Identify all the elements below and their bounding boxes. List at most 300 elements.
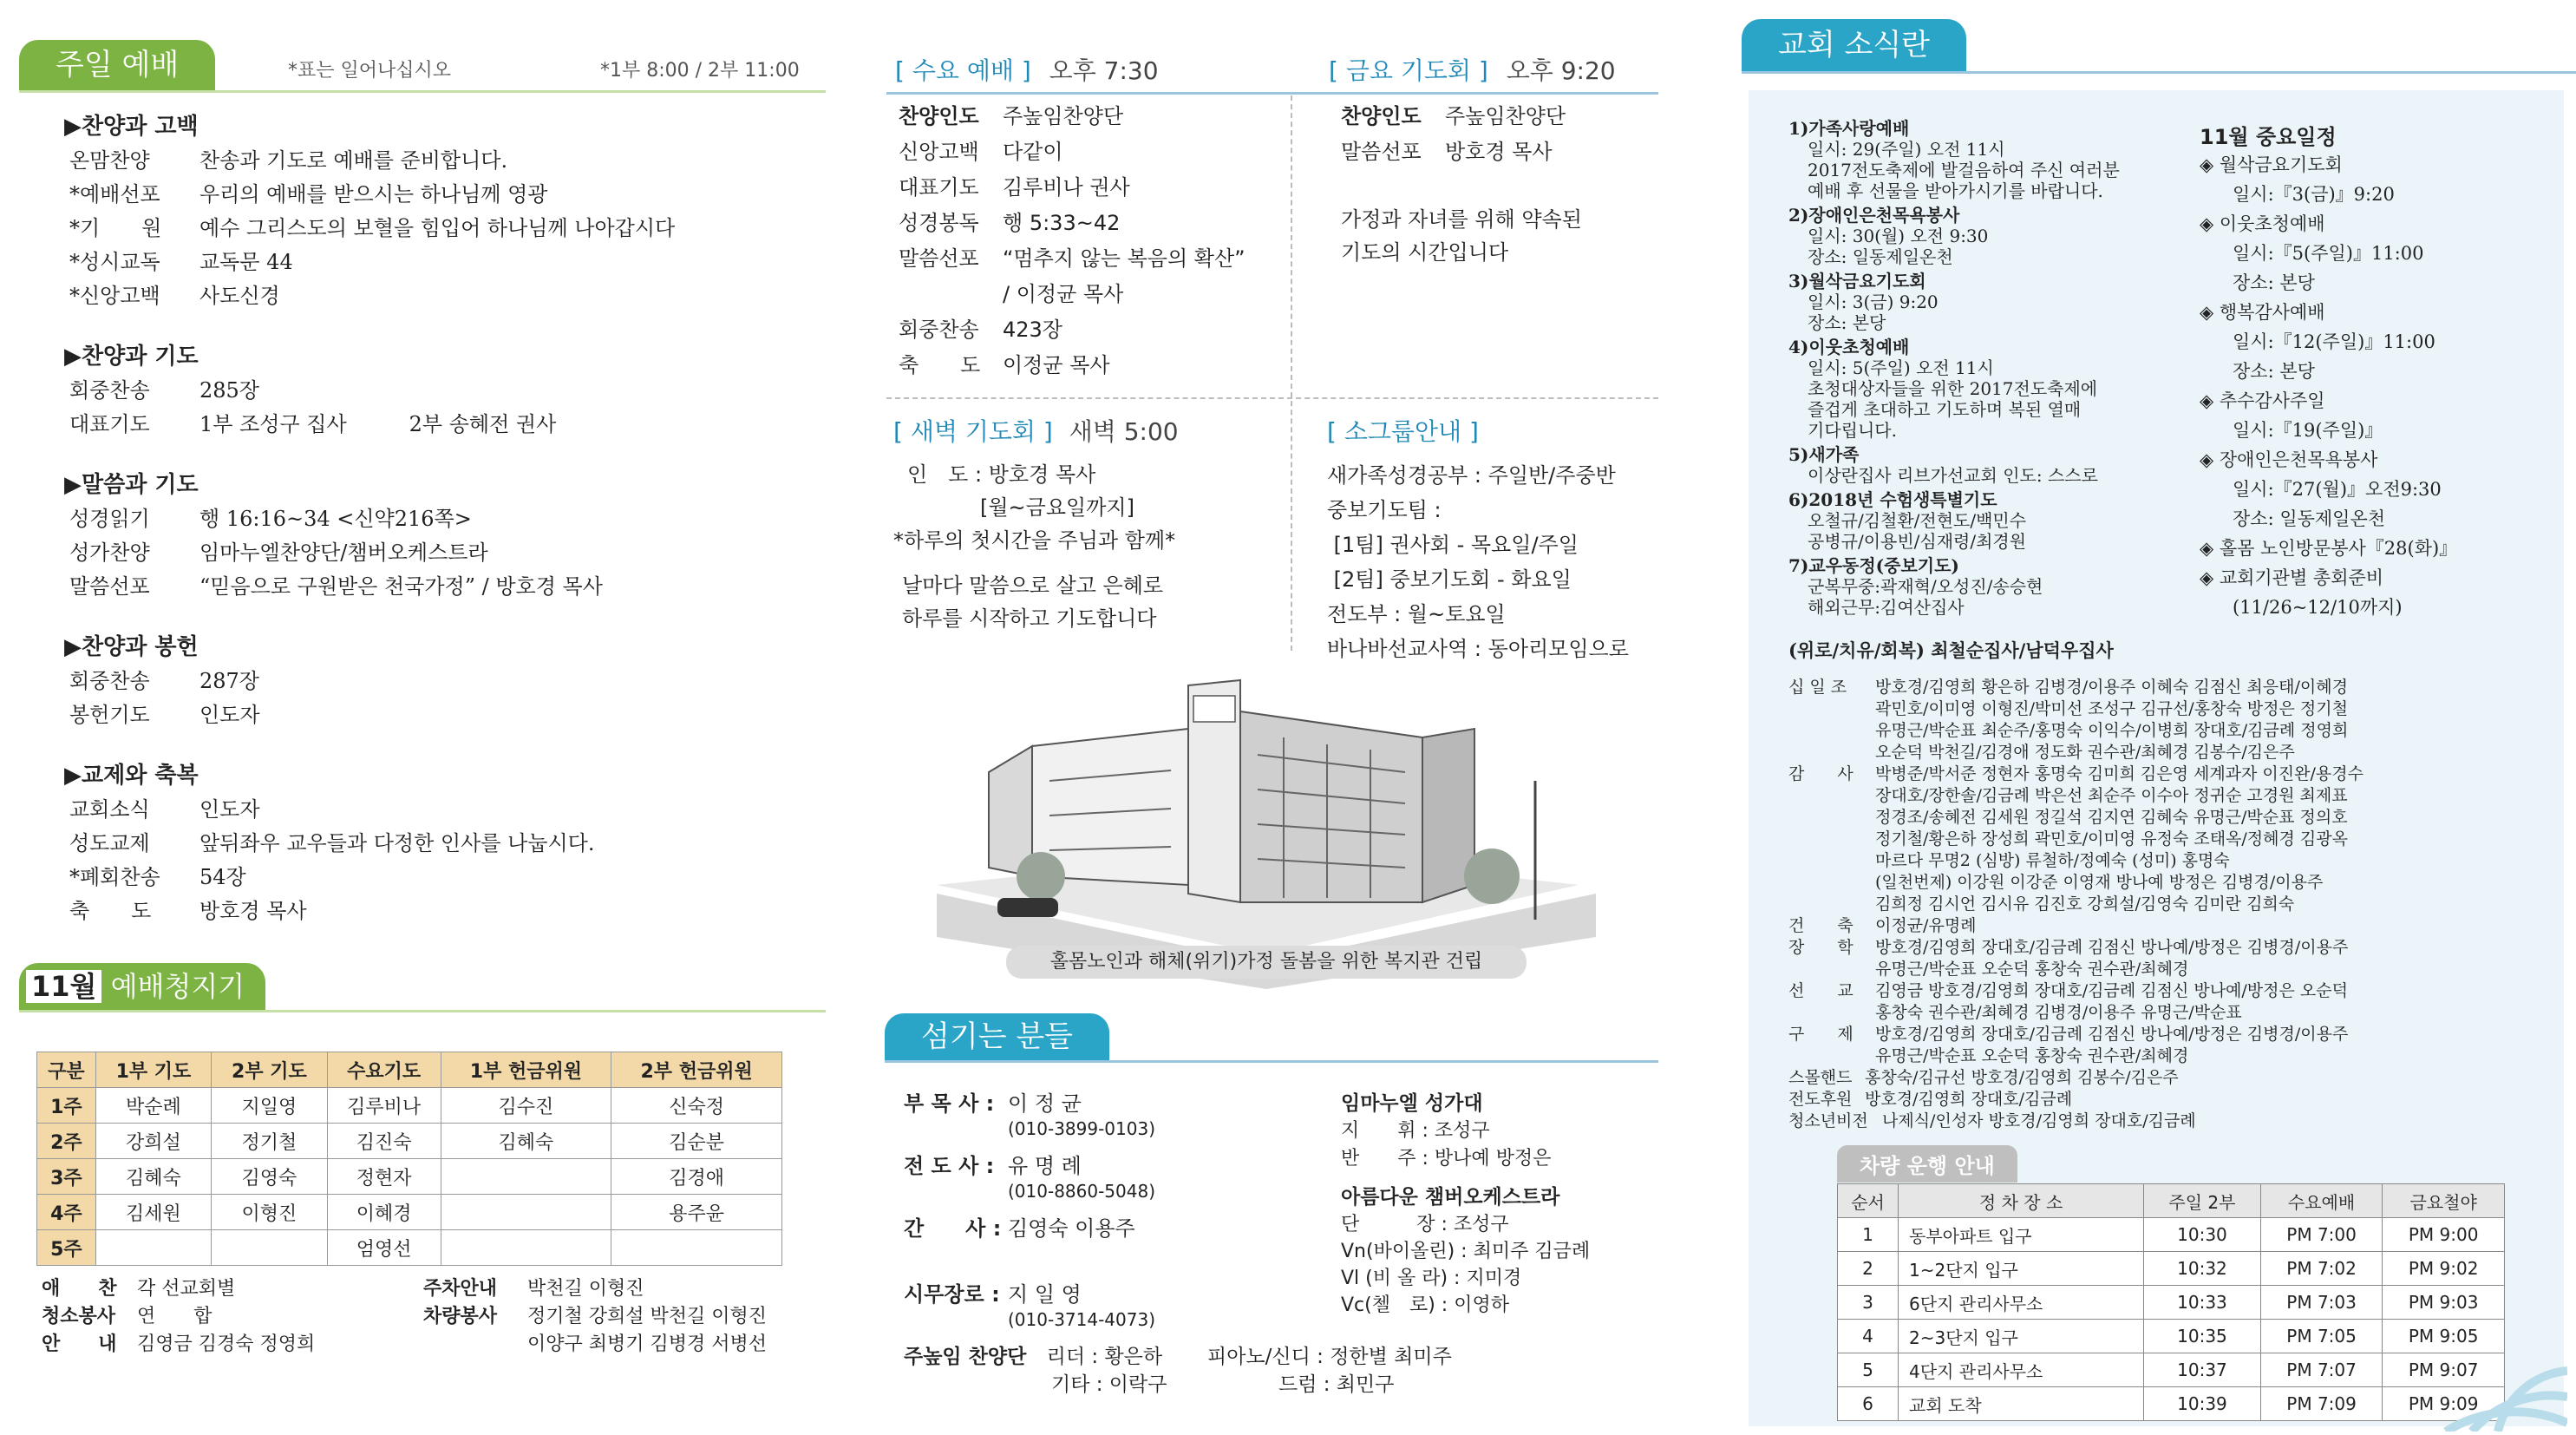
order-value: 1부 조성구 집사 2부 송혜전 권사: [199, 412, 557, 436]
bus-cell: 6단지 관리사무소: [1899, 1286, 2144, 1320]
praise-drum: 드럼 : 최민구: [1278, 1373, 1395, 1396]
order-row: [69, 698, 815, 732]
order-row: [69, 212, 815, 246]
order-label: 신앙고백: [899, 140, 979, 164]
dawn-leader: 인 도 : 방호경 목사: [907, 462, 1096, 487]
service-times: *1부 8:00 / 2부 11:00: [600, 60, 800, 82]
order-label: 회중찬송: [899, 318, 979, 342]
dawn-text-1: 날마다 말씀으로 살고 은혜로: [902, 573, 1164, 598]
order-value: 주높임찬양단: [1445, 104, 1566, 128]
small-group-line: 바나바선교사역 : 동아리모임으로: [1327, 637, 1629, 661]
plan-cell: 김진숙: [327, 1124, 441, 1159]
praise-guitar: 기타 : 이락구: [1051, 1373, 1167, 1396]
plan-footer-row: [42, 1329, 315, 1356]
plan-header-cell: 수요기도: [327, 1052, 441, 1088]
order-row: [69, 665, 815, 698]
staff-line: [904, 1090, 1311, 1117]
staff-name: 지 일 영: [1008, 1282, 1082, 1307]
order-value: 423장: [1003, 318, 1062, 342]
bus-cell: PM 9:02: [2383, 1252, 2505, 1286]
section-title: ▶말씀과 기도: [64, 472, 199, 498]
offering-line: 장대호/장한솔/김금례 박은선 최순주 이수아 정귀순 고경원 최제표: [1875, 786, 2348, 805]
offering-label: 건 축: [1788, 916, 1854, 935]
order-label: 말씀선포: [69, 574, 150, 599]
order-value: “믿음으로 구원받은 천국가정” / 방호경 목사: [199, 574, 603, 599]
plan-header-cell: 2부 헌금위원: [611, 1052, 782, 1088]
news-item-title: 3)월삭금요기도회: [1788, 271, 1926, 292]
bus-header-cell: 순서: [1838, 1184, 1899, 1218]
bus-cell: PM 9:05: [2383, 1320, 2505, 1353]
building-caption: 홀몸노인과 해체(위기)가정 돌봄을 위한 복지관 건립: [1006, 946, 1527, 979]
plan-cell: 김혜숙: [441, 1124, 611, 1159]
order-row: [69, 246, 815, 279]
order-value: 행 16:16~34 <신약216쪽>: [199, 507, 472, 531]
order-label: 대표기도: [69, 412, 150, 436]
orchestra-line: Vc(첼 로) : 이영하: [1341, 1294, 1509, 1316]
wed-order: [899, 99, 1298, 383]
offering-group: [1788, 1024, 2560, 1067]
order-value: 교독문 44: [199, 250, 293, 274]
offering-names: [1788, 915, 2560, 937]
order-value: 예수 그리스도의 보혈을 힘입어 하나님께 나아갑시다: [199, 216, 676, 240]
offering-line: 홍창숙 권수관/최혜경 김병경/이용주 유명근/박순표: [1875, 1003, 2242, 1022]
offering-line: 방호경/김영희 장대호/김금례: [1865, 1090, 2073, 1109]
order-row: [69, 536, 815, 570]
plan-cell: 김경애: [611, 1159, 782, 1195]
orchestra-line: Vn(바이올린) : 최미주 김금례: [1341, 1241, 1591, 1262]
schedule-item: ◈ 장애인은천목욕봉사: [2200, 449, 2378, 470]
plan-table: [36, 1052, 782, 1266]
order-row: [899, 312, 1298, 348]
order-row: [69, 279, 815, 313]
order-label: 봉헌기도: [69, 703, 150, 727]
plan-footer-label: 청소봉사: [42, 1306, 116, 1327]
bus-cell: 4단지 관리사무소: [1899, 1353, 2144, 1387]
order-label: *기 원: [69, 216, 162, 240]
bus-cell: 1~2단지 입구: [1899, 1252, 2144, 1286]
order-label: 대표기도: [899, 175, 979, 200]
plan-cell: 3주: [37, 1159, 96, 1195]
bus-cell: 10:30: [2144, 1218, 2261, 1252]
order-label: *폐회찬송: [69, 865, 160, 889]
bus-table: [1837, 1183, 2505, 1421]
plan-header: [19, 963, 826, 1012]
news-header: [1742, 19, 2576, 74]
offering-line: 유명근/박순표 최순주/홍명숙 이익수/이병희 장대호/김금례 정영희: [1875, 721, 2349, 740]
order-label: 성경봉독: [899, 211, 979, 235]
plan-footer-value: 김영금 김경숙 정영희: [137, 1333, 316, 1355]
schedule-item: ◈ 추수감사주일: [2200, 390, 2325, 411]
bus-cell: 10:37: [2144, 1353, 2261, 1387]
order-value: 54장: [199, 865, 246, 889]
offering-label: 장 학: [1788, 938, 1854, 957]
bus-cell: PM 7:07: [2260, 1353, 2383, 1387]
order-label: 성도교제: [69, 831, 150, 855]
order-label: 성가찬양: [69, 541, 150, 565]
staff-line: [904, 1281, 1311, 1308]
offering-line: (일천번제) 이강원 이강준 이영재 방나예 방정은 김병경/이용주: [1875, 873, 2324, 892]
schedule-detail: 일시:『19(주일)』: [2233, 420, 2383, 441]
offering-line: 홍창숙/김규선 방호경/김영희 김봉수/김은주: [1865, 1068, 2179, 1087]
tab-sunday-worship: 주일 예배: [19, 40, 215, 90]
table-row: [37, 1159, 782, 1195]
plan-month: 11월: [26, 970, 101, 1003]
bus-cell: 10:32: [2144, 1252, 2261, 1286]
staff-name: 유 명 례: [1008, 1154, 1082, 1178]
order-value: 행 5:33~42: [1003, 211, 1121, 235]
offering-list: [1788, 677, 2560, 1132]
plan-cell: 김수진: [441, 1088, 611, 1124]
plan-cell: 용주윤: [611, 1195, 782, 1230]
bus-cell: PM 7:02: [2260, 1252, 2383, 1286]
order-label: 교회소식: [69, 797, 150, 822]
offering-group: [1788, 1111, 2560, 1132]
praise-label: 주높임 찬양단: [904, 1346, 1027, 1368]
bus-cell: 1: [1838, 1218, 1899, 1252]
plan-cell: 이형진: [212, 1195, 327, 1230]
news-item-line: 오철규/김철환/전현도/백민수: [1808, 510, 2027, 531]
table-row: [37, 1124, 782, 1159]
plan-footer-row: [42, 1274, 235, 1301]
schedule-detail: 장소: 본당: [2233, 272, 2315, 293]
dawn-motto: *하루의 첫시간을 주님과 함께*: [893, 528, 1176, 553]
bus-cell: 6: [1838, 1387, 1899, 1421]
order-label: *예배선포: [69, 182, 160, 206]
offering-line: 방호경/김영희 장대호/김금례 김점신 방나예/방정은 김병경/이용주: [1875, 938, 2349, 957]
order-value: 우리의 예배를 받으시는 하나님께 영광: [199, 182, 548, 206]
fri-text-1: 가정과 자녀를 위해 약속된: [1341, 207, 1582, 232]
order-row: [1341, 99, 1670, 134]
offering-names: [1788, 980, 2560, 1024]
dawn-text-2: 하루를 시작하고 기도합니다: [902, 606, 1157, 631]
news-item-line: 일시: 30(월) 오전 9:30: [1808, 226, 1989, 246]
staff-phone: (010-8860-5048): [1008, 1181, 1156, 1202]
plan-cell: 이혜경: [327, 1195, 441, 1230]
news-item-line: 예배 후 선물을 받아가시기를 바랍니다.: [1808, 180, 2103, 201]
staff-line: [904, 1152, 1311, 1180]
plan-cell: 김루비나: [327, 1088, 441, 1124]
order-value: 방호경 목사: [1445, 140, 1553, 164]
staff-entry: [904, 1090, 1311, 1140]
order-value: 사도신경: [199, 284, 280, 308]
order-value: 인도자: [199, 797, 260, 822]
offering-group: [1788, 763, 2560, 915]
offering-label: 전도후원: [1788, 1090, 1853, 1109]
small-group-line: [2팀] 중보기도회 - 화요일: [1327, 567, 1572, 592]
order-label: 말씀선포: [1341, 140, 1422, 164]
staff-entry: [904, 1215, 1311, 1242]
plan-footer-label: 주차안내: [423, 1278, 498, 1300]
plan-title: 예배청지기: [110, 970, 245, 1003]
plan-cell: 김혜숙: [95, 1159, 211, 1195]
plan-footer-row: [423, 1301, 767, 1328]
bus-header-cell: 정 차 장 소: [1899, 1184, 2144, 1218]
table-row: [37, 1195, 782, 1230]
offering-label: 선 교: [1788, 981, 1854, 1000]
offering-line: 마르다 무명2 (심방) 류철하/정예숙 (성미) 홍명숙: [1875, 851, 2230, 870]
plan-cell: [212, 1230, 327, 1266]
fri-text-2: 기도의 시간입니다: [1341, 240, 1509, 265]
plan-cell: [95, 1230, 211, 1266]
order-label: *신앙고백: [69, 284, 160, 308]
wed-fri-header: [886, 49, 1658, 95]
order-value: 주높임찬양단: [1003, 104, 1124, 128]
offering-line: 유명근/박순표 오순덕 홍창숙 권수관/최혜경: [1875, 960, 2189, 979]
order-row: [899, 241, 1298, 277]
offering-group: [1788, 980, 2560, 1024]
sunday-header: [19, 40, 826, 93]
order-label: 찬양인도: [899, 104, 979, 128]
order-value: 다같이: [1003, 140, 1063, 164]
dawn-time: 새벽 5:00: [1069, 417, 1179, 446]
plan-cell: 5주: [37, 1230, 96, 1266]
order-row: [69, 144, 815, 178]
bus-cell: PM 7:05: [2260, 1320, 2383, 1353]
order-label: 성경읽기: [69, 507, 150, 531]
news-item-title: 4)이웃초청예배: [1788, 337, 1910, 357]
schedule-detail: 장소: 본당: [2233, 361, 2315, 382]
small-group-line: 전도부 : 월~토요일: [1327, 602, 1506, 626]
order-row: [899, 99, 1298, 134]
table-row: [1838, 1286, 2505, 1320]
news-item-line: 이상란집사 리브가선교회 인도: 스스로: [1808, 465, 2098, 486]
news-item-line: 장소: 본당: [1808, 312, 1886, 333]
order-value: / 이정균 목사: [1003, 282, 1124, 306]
offering-names: [1788, 1024, 2560, 1067]
order-row: [899, 134, 1298, 170]
order-row: [899, 348, 1298, 383]
wed-title: [ 수요 예배 ]: [895, 56, 1031, 85]
plan-cell: 4주: [37, 1195, 96, 1230]
offering-line: 유명근/박순표 오순덕 홍창숙 권수관/최혜경: [1875, 1046, 2189, 1065]
bus-header-cell: 주일 2부: [2144, 1184, 2261, 1218]
order-label: 찬양인도: [1341, 104, 1422, 128]
order-value: 김루비나 권사: [1003, 175, 1130, 200]
offering-group: [1788, 677, 2560, 763]
orchestra-title: 아름다운 챔버오케스트라: [1341, 1186, 1560, 1209]
order-value: 찬송과 기도로 예배를 준비합니다.: [199, 148, 508, 173]
offering-group: [1788, 937, 2560, 980]
table-row: [1838, 1320, 2505, 1353]
news-item-title: 1)가족사랑예배: [1788, 118, 1910, 139]
small-group-line: 새가족성경공부 : 주일반/주중반: [1327, 463, 1616, 488]
staff-name: 김영숙 이용주: [1008, 1216, 1135, 1241]
table-row: [37, 1088, 782, 1124]
order-row: [69, 570, 815, 604]
plan-cell: 신숙정: [611, 1088, 782, 1124]
sunday-order: [64, 109, 815, 928]
bus-cell: 3: [1838, 1286, 1899, 1320]
order-label: 말씀선포: [899, 246, 979, 271]
tab-church-news: 교회 소식란: [1742, 19, 1966, 71]
offering-group: [1788, 1067, 2560, 1089]
table-row: [1838, 1252, 2505, 1286]
order-row: [69, 502, 815, 536]
fri-order: [1341, 99, 1670, 269]
news-items: [1788, 118, 2196, 618]
order-row: [69, 793, 815, 827]
plan-footer-label: 차량봉사: [423, 1306, 498, 1327]
stand-note: *표는 일어나십시오: [288, 60, 452, 82]
offering-line: 방호경/김영희 장대호/김금례 김점신 방나예/방정은 김병경/이용주: [1875, 1025, 2349, 1044]
small-groups-title: [ 소그룹안내 ]: [1327, 417, 1479, 446]
plan-cell: 김영숙: [212, 1159, 327, 1195]
plan-cell: 김세원: [95, 1195, 211, 1230]
order-row: [899, 206, 1298, 241]
order-value: 285장: [199, 378, 259, 403]
offering-line: 정경조/송혜전 김세원 정길석 김지연 김혜숙 유명근/박순표 정의호: [1875, 808, 2348, 827]
order-row: [69, 374, 815, 408]
choir-line: 반 주 : 방나예 방정은: [1341, 1148, 1552, 1170]
bus-cell: 2~3단지 입구: [1899, 1320, 2144, 1353]
bus-cell: PM 9:03: [2383, 1286, 2505, 1320]
bus-cell: PM 7:09: [2260, 1387, 2383, 1421]
news-item-line: 공병규/이용빈/심재령/최경원: [1808, 531, 2027, 552]
table-row: [37, 1230, 782, 1266]
order-row: [69, 894, 815, 928]
section-title: ▶찬양과 고백: [64, 114, 199, 140]
small-groups: [1327, 413, 1674, 666]
offering-line: 이정균/유명례: [1875, 916, 1977, 935]
orchestra-line: Vl (비 올 라) : 지미경: [1341, 1268, 1522, 1289]
plan-footer-value: 박천길 이형진: [527, 1278, 644, 1300]
orchestra-line: 단 장 : 조성구: [1341, 1214, 1509, 1235]
plan-header-cell: 구분: [37, 1052, 96, 1088]
bus-header-cell: 금요철야: [2383, 1184, 2505, 1218]
table-row: [1838, 1387, 2505, 1421]
offering-names: [1788, 677, 2560, 763]
news-item-title: 6)2018년 수험생특별기도: [1788, 489, 1997, 510]
offering-line: 김영금 방호경/김영희 장대호/김금례 김점신 방나예/방정은 오순덕: [1875, 981, 2348, 1000]
plan-footer-label: 애 찬: [42, 1278, 117, 1300]
staff-header: [885, 1013, 1658, 1063]
news-item-line: 해외근무:김여산집사: [1808, 597, 1965, 618]
section-title: ▶교제와 축복: [64, 763, 199, 789]
plan-footer-value: 연 합: [137, 1306, 212, 1327]
bus-cell: 10:35: [2144, 1320, 2261, 1353]
plan-cell: 강희설: [95, 1124, 211, 1159]
offering-names: [1788, 763, 2560, 915]
news-item-line: 즐겁게 초대하고 기도하며 복된 열매: [1808, 399, 2082, 420]
praise-team: [904, 1343, 1667, 1399]
bus-cell: PM 7:00: [2260, 1218, 2383, 1252]
order-row: [1341, 134, 1670, 170]
offering-label: 스몰핸드: [1788, 1068, 1853, 1087]
order-value: “멈추지 않는 복음의 확산”: [1003, 246, 1246, 271]
plan-footer: [42, 1274, 805, 1378]
plan-cell: [441, 1230, 611, 1266]
praise-leader: 리더 : 황은하: [1046, 1346, 1163, 1368]
order-value: 앞뒤좌우 교우들과 다정한 인사를 나눕시다.: [199, 831, 595, 855]
plan-footer-row: [42, 1301, 212, 1328]
column-divider: [1291, 95, 1292, 651]
bus-cell: 10:33: [2144, 1286, 2261, 1320]
schedule-item: ◈ 교회기관별 총회준비: [2200, 567, 2384, 588]
offering-line: 오순덕 박천길/김경애 정도화 권수관/최혜경 김봉수/김은주: [1875, 743, 2295, 762]
offering-names: [1788, 1089, 2560, 1111]
offering-group: [1788, 915, 2560, 937]
offering-label: 십 일 조: [1788, 678, 1847, 697]
offering-line: 나제식/인성자 방호경/김영희 장대호/김금례: [1882, 1111, 2196, 1130]
wave-decoration: [2411, 1301, 2567, 1432]
order-label: 축 도: [899, 353, 981, 377]
section-title: ▶찬양과 기도: [64, 344, 199, 370]
choir-line: 지 휘 : 조성구: [1341, 1120, 1490, 1142]
news-item-line: 군복무중:곽재혁/오성진/송승현: [1808, 576, 2043, 597]
staff-role: 전 도 사 :: [904, 1154, 995, 1178]
order-value: 287장: [199, 669, 259, 693]
small-group-line: 중보기도팀 :: [1327, 498, 1442, 522]
bus-cell: 교회 도착: [1899, 1387, 2144, 1421]
offering-names: [1788, 937, 2560, 980]
offering-names: [1788, 1067, 2560, 1089]
plan-cell: [441, 1159, 611, 1195]
schedule-detail: 일시:『12(주일)』11:00: [2233, 331, 2435, 352]
order-value: 인도자: [199, 703, 260, 727]
staff-role: 시무장로 :: [904, 1282, 1000, 1307]
plan-footer-label: 안 내: [42, 1333, 117, 1355]
news-item-line: 장소: 일동제일온천: [1808, 246, 1953, 267]
plan-header-cell: 1부 헌금위원: [441, 1052, 611, 1088]
plan-cell: [611, 1230, 782, 1266]
plan-footer-row: [423, 1329, 767, 1356]
staff-entry: [904, 1152, 1311, 1202]
order-value: 임마누엘찬양단/챔버오케스트라: [199, 541, 488, 565]
tab-staff: 섬기는 분들: [885, 1013, 1109, 1060]
bus-cell: 4: [1838, 1320, 1899, 1353]
staff-line: [904, 1215, 1311, 1242]
staff-name: 이 정 균: [1008, 1091, 1082, 1116]
order-label: 회중찬송: [69, 669, 150, 693]
bus-title: 차량 운행 안내: [1837, 1145, 2017, 1183]
plan-cell: 2주: [37, 1124, 96, 1159]
offering-line: 방호경/김영희 황은하 김병경/이용주 이혜숙 김점신 최응태/이혜경: [1875, 678, 2348, 697]
offering-label: 청소년비전: [1788, 1111, 1868, 1130]
schedule: [2200, 120, 2555, 622]
plan-footer-value: 각 선교회별: [137, 1278, 236, 1300]
praise-piano: 피아노/신디 : 정한별 최미주: [1207, 1346, 1452, 1368]
bus-cell: 2: [1838, 1252, 1899, 1286]
plan-cell: 1주: [37, 1088, 96, 1124]
order-row: [899, 277, 1298, 312]
order-label: *성시교독: [69, 250, 160, 274]
staff-role: 부 목 사 :: [904, 1091, 995, 1116]
offering-line: 정기철/황은하 장성희 곽민호/이미영 유정숙 조태옥/정혜경 김광옥: [1875, 829, 2348, 849]
bus-header-cell: 수요예배: [2260, 1184, 2383, 1218]
news-item-line: 일시: 29(주일) 오전 11시: [1808, 139, 2005, 160]
news-condolence: (위로/치유/회복) 최철순집사/남덕우집사: [1788, 639, 2114, 661]
order-row: [69, 827, 815, 861]
staff-role: 간 사 :: [904, 1216, 1002, 1241]
row-divider: [886, 397, 1658, 399]
plan-footer-value: 이양구 최병기 김병경 서병선: [527, 1333, 768, 1355]
choir-title: 임마누엘 성가대: [1341, 1092, 1483, 1115]
fri-time: 오후 9:20: [1506, 56, 1616, 85]
plan-cell: 정현자: [327, 1159, 441, 1195]
order-row: [69, 178, 815, 212]
plan-cell: 김순분: [611, 1124, 782, 1159]
offering-group: [1788, 1089, 2560, 1111]
news-item-line: 초청대상자들을 위한 2017전도축제에: [1808, 378, 2098, 399]
plan-header-cell: 2부 기도: [212, 1052, 327, 1088]
news-item-title: 5)새가족: [1788, 444, 1860, 465]
table-row: [1838, 1218, 2505, 1252]
schedule-detail: 일시:『3(금)』9:20: [2233, 184, 2395, 205]
bus-cell: 5: [1838, 1353, 1899, 1387]
dawn-prayer: [893, 413, 1284, 635]
bus-cell: 동부아파트 입구: [1899, 1218, 2144, 1252]
news-item-title: 7)교우동정(중보기도): [1788, 555, 1959, 576]
